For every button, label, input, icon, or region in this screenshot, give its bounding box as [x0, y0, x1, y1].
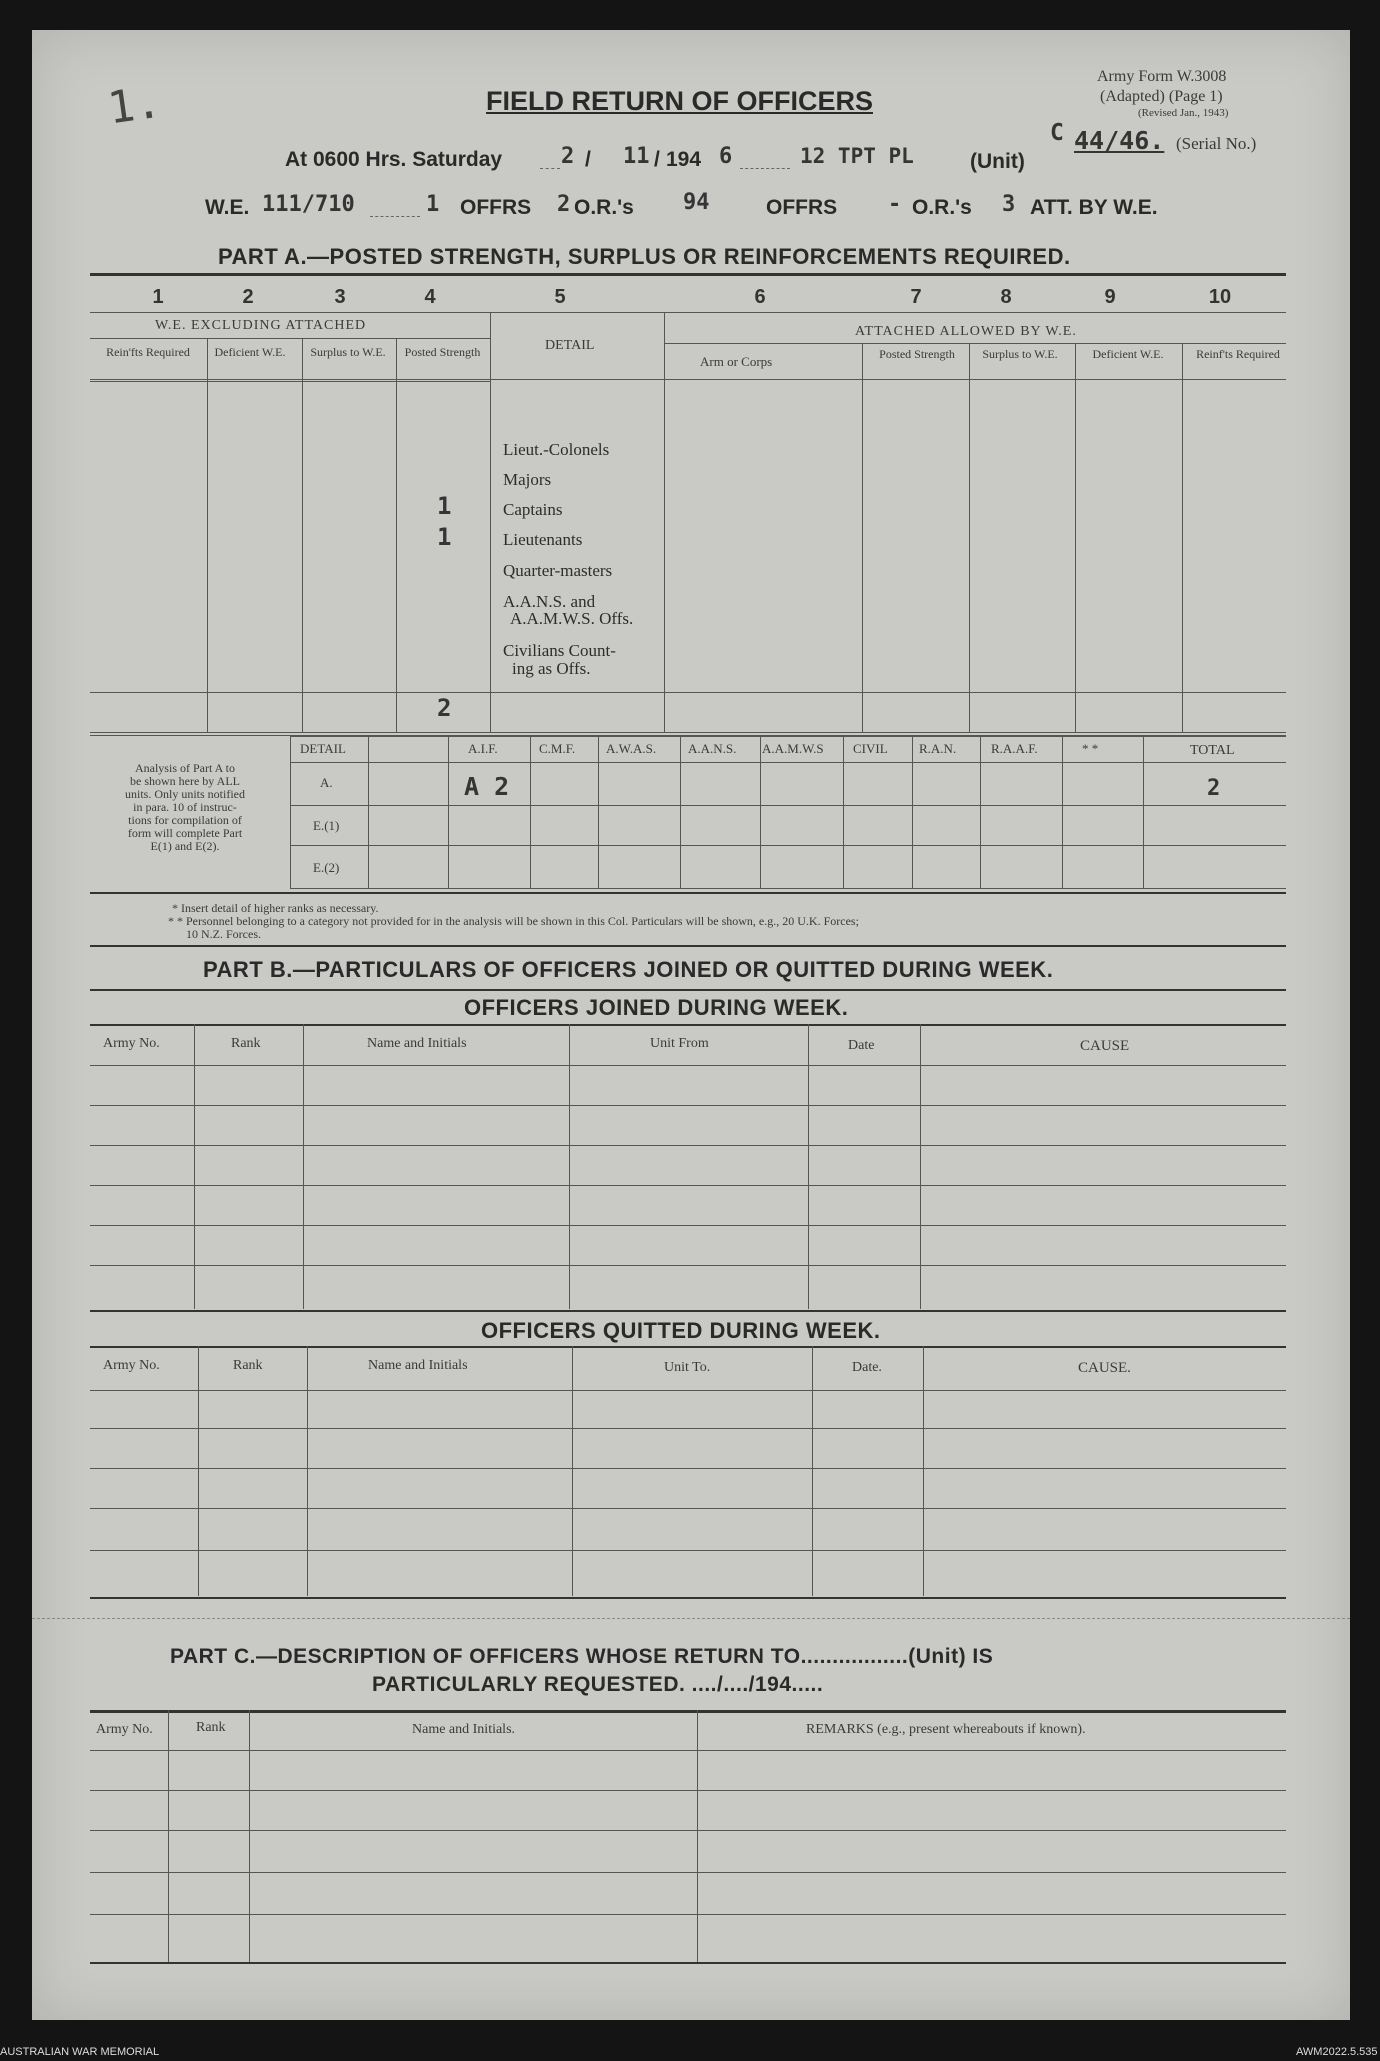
col-deficient-header: Deficient W.E.: [214, 345, 286, 359]
att-offrs: -: [888, 192, 902, 217]
year-prefix: 194: [666, 148, 702, 171]
part-c-heading-2: PARTICULARLY REQUESTED. ..../..../194.....: [372, 1673, 824, 1696]
day-dots: [540, 168, 560, 169]
analysis-row-e2: E.(2): [313, 860, 340, 875]
att-label: ATT. BY W.E.: [1030, 196, 1158, 219]
analysis-aans-header: A.A.N.S.: [688, 741, 737, 756]
analysis-ran-header: R.A.N.: [919, 741, 957, 756]
analysis-cmf-header: C.M.F.: [539, 741, 576, 756]
analysis-row-e1: E.(1): [313, 818, 340, 833]
col-number-10: 10: [1208, 286, 1232, 308]
rank-lieut-colonels: Lieut.-Colonels: [503, 440, 610, 459]
year-digit: 6: [719, 144, 733, 169]
unit-value: 12 TPT PL: [800, 144, 914, 168]
quitted-col-unit-to: Unit To.: [664, 1360, 711, 1375]
col-reinf2-header: Reinf'ts Required: [1196, 347, 1280, 361]
analysis-awas-header: A.W.A.S.: [606, 741, 657, 756]
partc-col-rank: Rank: [196, 1720, 226, 1735]
partc-col-name: Name and Initials.: [412, 1722, 516, 1737]
col-surplus2-header: Surplus to W.E.: [982, 347, 1058, 361]
revised-label: (Revised Jan., 1943): [1138, 107, 1229, 119]
date-month: 11: [623, 144, 650, 169]
partc-col-remarks: REMARKS (e.g., present whereabouts if known).: [806, 1722, 1086, 1737]
col-number-5: 5: [554, 286, 566, 308]
footer-left-credit: AUSTRALIAN WAR MEMORIAL: [0, 2046, 160, 2058]
part-a-heading: PART A.—POSTED STRENGTH, SURPLUS OR REINFORCEMENTS REQUIRED.: [218, 244, 1071, 269]
col-number-2: 2: [242, 286, 254, 308]
captains-posted-value: 1: [437, 492, 452, 520]
att-ors-label: O.R.'s: [912, 196, 972, 219]
rank-aamws: A.A.M.W.S. Offs.: [510, 609, 634, 628]
unit-label: (Unit): [970, 150, 1025, 173]
quitted-col-rank: Rank: [233, 1358, 263, 1373]
col-number-6: 6: [754, 286, 766, 308]
rank-lieutenants: Lieutenants: [503, 530, 583, 549]
date-day: 2: [561, 144, 575, 169]
we-excluding-label: W.E. EXCLUDING ATTACHED: [155, 318, 367, 333]
col-posted2-header: Posted Strength: [879, 347, 955, 361]
rank-quarter-masters: Quarter-masters: [503, 561, 613, 580]
footnote-2: * * Personnel belonging to a category not provided for in the analysis will be shown in this Col. Particulars will be shown, e.g., 20 U.K. Forces;: [168, 914, 859, 928]
part-c-heading-1: PART C.—DESCRIPTION OF OFFICERS WHOSE RETURN TO.................(Unit) IS: [170, 1645, 994, 1668]
footer-right-id: AWM2022.5.535: [1296, 2046, 1378, 2058]
form-title: FIELD RETURN OF OFFICERS: [486, 86, 873, 116]
att-offrs-label: OFFRS: [766, 196, 838, 219]
adapted-label: (Adapted) (Page 1): [1100, 88, 1223, 105]
footnote-3: 10 N.Z. Forces.: [186, 927, 261, 941]
rank-captains: Captains: [503, 500, 563, 519]
col-arm-header: Arm or Corps: [700, 354, 773, 369]
margin-handwritten-mark: 1.: [104, 76, 165, 135]
quitted-col-army-no: Army No.: [103, 1358, 160, 1373]
quitted-col-cause: CAUSE.: [1078, 1360, 1131, 1376]
rank-majors: Majors: [503, 470, 552, 489]
analysis-detail-header: DETAIL: [300, 741, 346, 756]
lieutenants-posted-value: 1: [437, 523, 452, 551]
analysis-total-value: 2: [1207, 776, 1221, 801]
analysis-aamws-header: A.A.M.W.S: [762, 741, 824, 756]
rank-civilians-cont: ing as Offs.: [512, 659, 591, 678]
col-number-9: 9: [1104, 286, 1116, 308]
joined-col-date: Date: [848, 1038, 875, 1053]
rank-civilians: Civilians Count-: [503, 641, 616, 660]
rank-aans: A.A.N.S. and: [503, 592, 596, 611]
col-number-1: 1: [152, 286, 164, 308]
col-surplus-header: Surplus to W.E.: [310, 345, 386, 359]
col-number-3: 3: [334, 286, 346, 308]
army-form-label: Army Form W.3008: [1097, 68, 1227, 85]
we-ors: 2: [557, 192, 571, 217]
we-label: W.E.: [205, 196, 250, 219]
joined-heading: OFFICERS JOINED DURING WEEK.: [464, 995, 849, 1020]
joined-col-name: Name and Initials: [367, 1036, 467, 1051]
joined-col-army-no: Army No.: [103, 1036, 160, 1051]
part-b-heading: PART B.—PARTICULARS OF OFFICERS JOINED OR QUITTED DURING WEEK.: [203, 957, 1054, 982]
col-reinf-header: Rein'fts Required: [106, 345, 190, 359]
serial-label: (Serial No.): [1176, 134, 1257, 153]
quitted-col-name: Name and Initials: [368, 1358, 468, 1373]
joined-col-cause: CAUSE: [1080, 1038, 1130, 1054]
analysis-note: Analysis of Part A to be shown here by ALL units. Only units notified in para. 10 of instruc- tions for compilation of form will complete Part E(1) and E(2).: [125, 761, 245, 853]
attached-allowed-label: ATTACHED ALLOWED BY W.E.: [855, 324, 1077, 339]
at-label: At 0600 Hrs. Saturday: [285, 148, 503, 171]
ors-label: O.R.'s: [574, 196, 634, 219]
analysis-total-header: TOTAL: [1190, 743, 1235, 758]
analysis-civil-header: CIVIL: [853, 741, 888, 756]
col-detail-header: DETAIL: [545, 338, 595, 353]
perforation-line: [32, 1618, 1350, 1619]
we-value: 111/710: [262, 192, 355, 217]
partc-col-army-no: Army No.: [96, 1722, 153, 1737]
joined-col-unit-from: Unit From: [650, 1036, 709, 1051]
quitted-heading: OFFICERS QUITTED DURING WEEK.: [481, 1318, 881, 1343]
quitted-col-date: Date.: [852, 1360, 882, 1375]
serial-value: 44/46.: [1074, 126, 1165, 155]
offrs-label: OFFRS: [460, 196, 532, 219]
analysis-other-header: * *: [1082, 741, 1099, 756]
col-number-4: 4: [424, 286, 436, 308]
analysis-raaf-header: R.A.A.F.: [991, 741, 1038, 756]
col-posted-header: Posted Strength: [404, 345, 481, 359]
att-ors: 3: [1002, 192, 1016, 217]
col-number-7: 7: [910, 286, 922, 308]
total-posted-value: 2: [437, 694, 452, 722]
analysis-row-a: A.: [320, 775, 333, 790]
serial-prefix: C: [1050, 120, 1064, 146]
col-deficient2-header: Deficient W.E.: [1092, 347, 1164, 361]
col-number-8: 8: [1000, 286, 1012, 308]
analysis-aif-header: A.I.F.: [468, 741, 498, 756]
footnote-1: * Insert detail of higher ranks as necessary.: [172, 901, 379, 915]
joined-col-rank: Rank: [231, 1036, 261, 1051]
we-ors-count: 94: [683, 190, 710, 215]
analysis-aif-value: A 2: [464, 772, 510, 801]
we-offrs: 1: [426, 192, 440, 217]
